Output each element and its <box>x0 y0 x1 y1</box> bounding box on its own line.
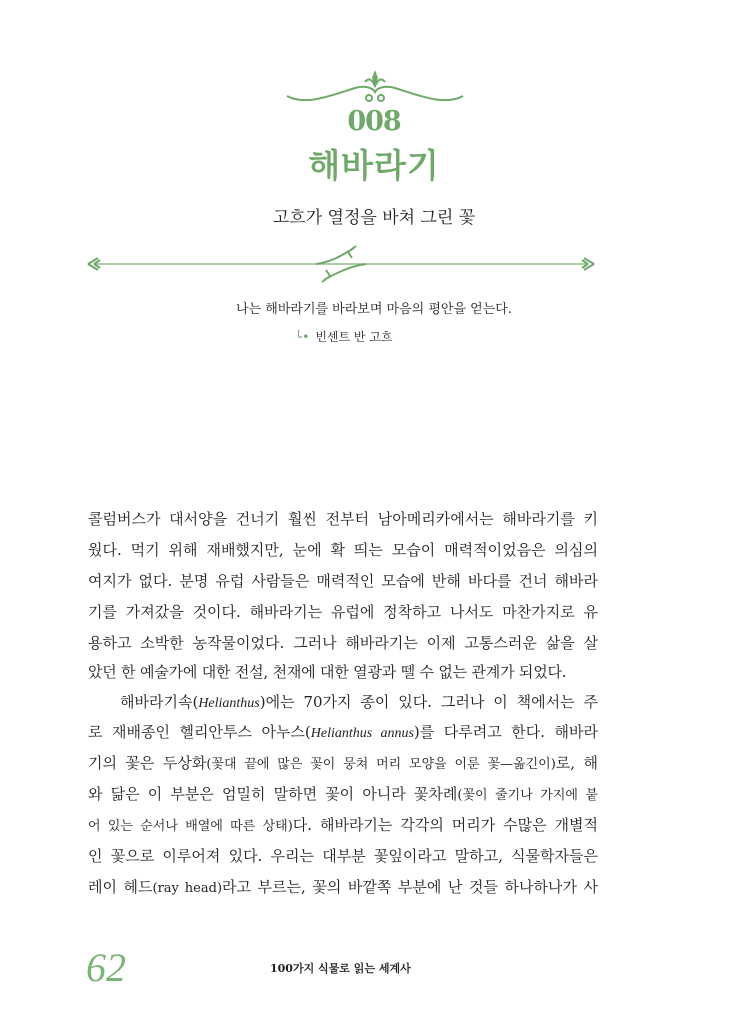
body-line <box>120 692 598 714</box>
page-number: 62 <box>86 945 126 990</box>
body-line <box>88 784 598 806</box>
translator-note: (꽃대 끝에 많은 꽃이 뭉쳐 머리 모양을 이룬 꽃—옮긴이) <box>206 757 556 772</box>
chapter-title: 해바라기 <box>308 146 440 185</box>
chapter-number: 008 <box>347 106 401 137</box>
body-line <box>88 815 598 837</box>
text-segment: 다. 해바라기는 각각의 머리가 수많은 개별적 <box>292 816 598 834</box>
body-line: 기를 가져갔을 것이다. 해바라기는 유럽에 정착하고 나서도 마찬가지로 유 <box>88 603 598 621</box>
body-line: 았던 한 예술가에 대한 전설, 천재에 대한 열광과 뗄 수 없는 관계가 되었다. <box>88 663 567 681</box>
body-line: 콜럼버스가 대서양을 건너기 훨씬 전부터 남아메리카에서는 해바라기를 키 <box>88 510 598 528</box>
body-line <box>88 722 598 744</box>
body-line: 인 꽃으로 이루어져 있다. 우리는 대부분 꽃잎이라고 말하고, 식물학자들은 <box>88 847 598 865</box>
running-book-title: 100가지 식물로 읽는 세계사 <box>270 962 411 975</box>
text-segment: 로, 해 <box>555 754 599 772</box>
text-segment: 와 닮은 이 부분은 엄밀히 말하면 꽃이 아니라 꽃차례 <box>88 785 458 803</box>
text-segment: )를 다루려고 한다. 해바라 <box>413 723 598 741</box>
top-flourish-ornament <box>285 68 465 104</box>
definition-note: 어 있는 순서나 배열에 따른 상태) <box>88 819 293 834</box>
attribution-name: 빈센트 반 고흐 <box>315 330 393 344</box>
body-line: 여지가 없다. 분명 유럽 사람들은 매력적인 모습에 반해 바다를 건너 해바라 <box>88 572 598 590</box>
english-term: (ray head) <box>152 881 223 896</box>
latin-name: Helianthus <box>198 696 260 711</box>
divider-vine-ornament <box>86 244 596 284</box>
chapter-subtitle: 고흐가 열정을 바쳐 그린 꽃 <box>272 208 476 228</box>
epigraph-quote: 나는 해바라기를 바라보며 마음의 평안을 얻는다. <box>236 302 512 317</box>
text-segment: 라고 부르는, 꽃의 바깥쪽 부분에 난 것들 하나하나가 사 <box>222 878 598 896</box>
text-segment: 레이 헤드 <box>88 878 153 896</box>
definition-note: (꽃이 줄기나 가지에 붙 <box>457 788 599 803</box>
text-segment: )에는 70가지 종이 있다. 그러나 이 책에서는 주 <box>259 693 598 711</box>
text-segment: 해바라기속( <box>120 693 199 711</box>
epigraph-attribution <box>295 328 393 345</box>
text-segment: 로 재배종인 헬리안투스 아누스( <box>88 723 311 741</box>
text-segment: 기의 꽃은 두상화 <box>88 754 207 772</box>
latin-name: Helianthus annus <box>310 726 414 741</box>
body-line <box>88 877 598 899</box>
body-line: 웠다. 먹기 위해 재배했지만, 눈에 확 띄는 모습이 매력적이었음은 의심의 <box>88 541 598 559</box>
body-line <box>88 753 598 775</box>
corner-arrow-icon: └• <box>295 330 310 344</box>
body-line: 용하고 소박한 농작물이었다. 그러나 해바라기는 이제 고통스러운 삶을 살 <box>88 634 598 652</box>
